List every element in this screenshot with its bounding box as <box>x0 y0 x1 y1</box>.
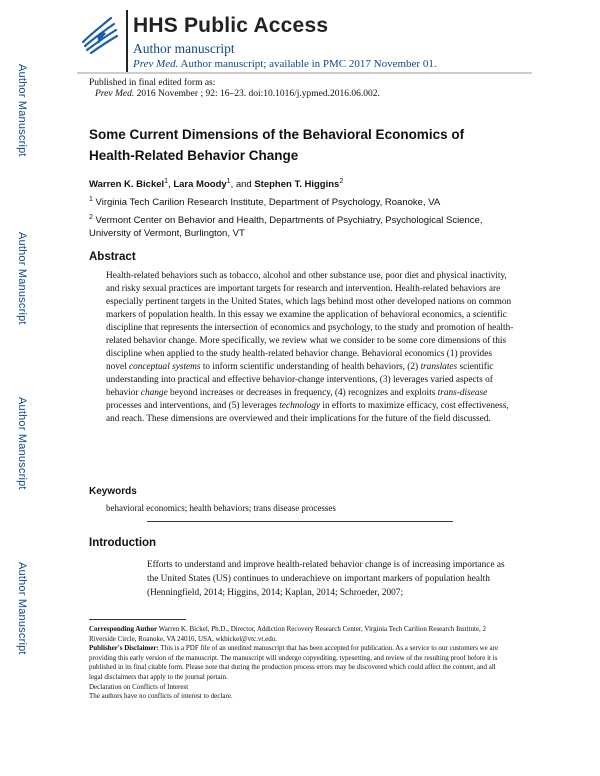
affiliation-2 <box>89 211 509 240</box>
author-conjunction: , and <box>230 179 255 191</box>
hhs-public-access-title: HHS Public Access <box>133 14 329 37</box>
side-label-author-manuscript: Author Manuscript <box>16 562 28 655</box>
hhs-header <box>77 8 532 74</box>
abstract-emphasis: translates <box>420 362 458 372</box>
author-affiliation-sup: 2 <box>339 178 344 185</box>
affiliation-1 <box>89 193 509 209</box>
side-label-author-manuscript: Author Manuscript <box>16 232 28 325</box>
author-affiliation-sup: 1 <box>164 178 169 185</box>
footnotes <box>89 625 509 702</box>
author-name: Warren K. Bickel <box>89 179 165 191</box>
availability-line <box>133 58 437 70</box>
publisher-disclaimer <box>89 644 509 682</box>
disclaimer-text: This is a PDF file of an unedited manuscript that has been accepted for publication. As a service to our customers we are providing this early version of the manuscript. The manuscript will undergo copyediting, typesetting, and review of the resulting proof before it is published in its final citable form. Please note that during the production process errors may be discovered which could affect the content, and all legal disclaimers that apply to the journal pertain. <box>89 644 499 681</box>
corresponding-author-text: Warren K. Bickel, Ph.D., Director, Addiction Recovery Research Center, Virginia Tech Carilion Research Institute, 2 Riverside Circle, Roanoke, VA 24016, USA, wkbickel@vtc.vt.edu. <box>89 625 487 643</box>
hhs-eagle-logo-icon <box>77 12 121 56</box>
affiliation-sup: 1 <box>89 196 93 203</box>
abstract-text: processes and interventions, and (5) leverages <box>106 401 280 411</box>
keywords-heading: Keywords <box>89 486 137 497</box>
author-name: Stephen T. Higgins <box>254 179 340 191</box>
abstract-emphasis: technology <box>279 401 321 411</box>
published-final-form: Published in final edited form as: <box>89 78 216 88</box>
abstract-text: scientific understanding into practical and effective behavior-change interventions, (3) leverages varied aspects of behavior <box>106 362 494 398</box>
abstract-heading: Abstract <box>89 251 136 263</box>
abstract-text: in efforts to maximize efficacy, cost effectiveness, and reach. These dimensions are overviewed and their implications for the future of the field discussed. <box>106 401 509 424</box>
abstract-emphasis: conceptual systems <box>128 362 201 372</box>
corresponding-author-label: Corresponding Author <box>89 625 158 633</box>
coi-text: The authors have no conflicts of interest to declare. <box>89 692 233 701</box>
affiliation-text: Virginia Tech Carilion Research Institute, Department of Psychology, Roanoke, VA <box>92 197 441 209</box>
citation-journal: Prev Med. <box>95 89 135 99</box>
header-divider <box>126 10 128 72</box>
author-manuscript-label: Author manuscript <box>133 41 235 56</box>
author-name: Lara Moody <box>173 179 227 191</box>
author-affiliation-sup: 1 <box>226 178 231 185</box>
abstract-text: beyond increases or decreases in frequency, (4) recognizes and exploits <box>167 388 438 398</box>
availability-text: Author manuscript; available in PMC 2017 November 01. <box>178 58 437 70</box>
citation <box>95 89 380 99</box>
footnote-rule <box>89 619 186 620</box>
corresponding-author-note <box>89 625 509 644</box>
introduction-body: Efforts to understand and improve health-related behavior change is of increasing importance as the United States (US) continues to underachieve on important markers of population health (Henningfield, 2014; Higgins, 2014; Kaplan, 2014; Schroeder, 2007; <box>147 560 505 598</box>
author-list: Warren K. Bickel$^1$, Lara Moody$^1$, and Stephen T. Higgins$^2$ <box>89 178 344 191</box>
side-label-author-manuscript: Author Manuscript <box>16 397 28 490</box>
abstract-emphasis: change <box>140 388 168 398</box>
abstract-text: Health-related behaviors such as tobacco, alcohol and other substance use, poor diet and physical inactivity, and risky sexual practices are important targets for research and intervention. Health-related behaviors are especially pertinent targets in the United States, which lags behind most other developed nations on common markers of population health. In this essay we examine the application of behavioral economics, a scientific discipline that represents the intersection of economics and psychology, to the study and promotion of health-related behavior change. More specifically, we review what we consider to be some core dimensions of this discipline when applied to the study health-related behavior change. Behavioral economics (1) provides novel <box>106 271 514 372</box>
disclaimer-label: Publisher's Disclaimer: <box>89 644 159 653</box>
introduction-heading: Introduction <box>89 537 157 549</box>
keywords-list: behavioral economics; health behaviors; trans disease processes <box>106 503 336 513</box>
side-label-author-manuscript: Author Manuscript <box>16 64 28 157</box>
affiliation-sup: 2 <box>89 214 93 221</box>
abstract-body <box>106 270 514 426</box>
article-title: Some Current Dimensions of the Behavioral Economics of Health-Related Behavior Change <box>89 127 465 163</box>
header-rule <box>77 72 532 74</box>
coi-heading: Declaration on Conflicts of Interest <box>89 682 189 691</box>
keywords-rule <box>147 521 453 522</box>
availability-journal: Prev Med. <box>133 58 179 70</box>
abstract-text: to inform scientific understanding of health behaviors, (2) <box>200 362 421 372</box>
abstract-emphasis: trans-disease <box>437 388 488 398</box>
affiliation-text: Vermont Center on Behavior and Health, Departments of Psychiatry, Psychological Science, University of Vermont, Burlington, VT <box>89 215 483 240</box>
citation-text: 2016 November ; 92: 16–23. doi:10.1016/j.ypmed.2016.06.002. <box>134 89 380 99</box>
